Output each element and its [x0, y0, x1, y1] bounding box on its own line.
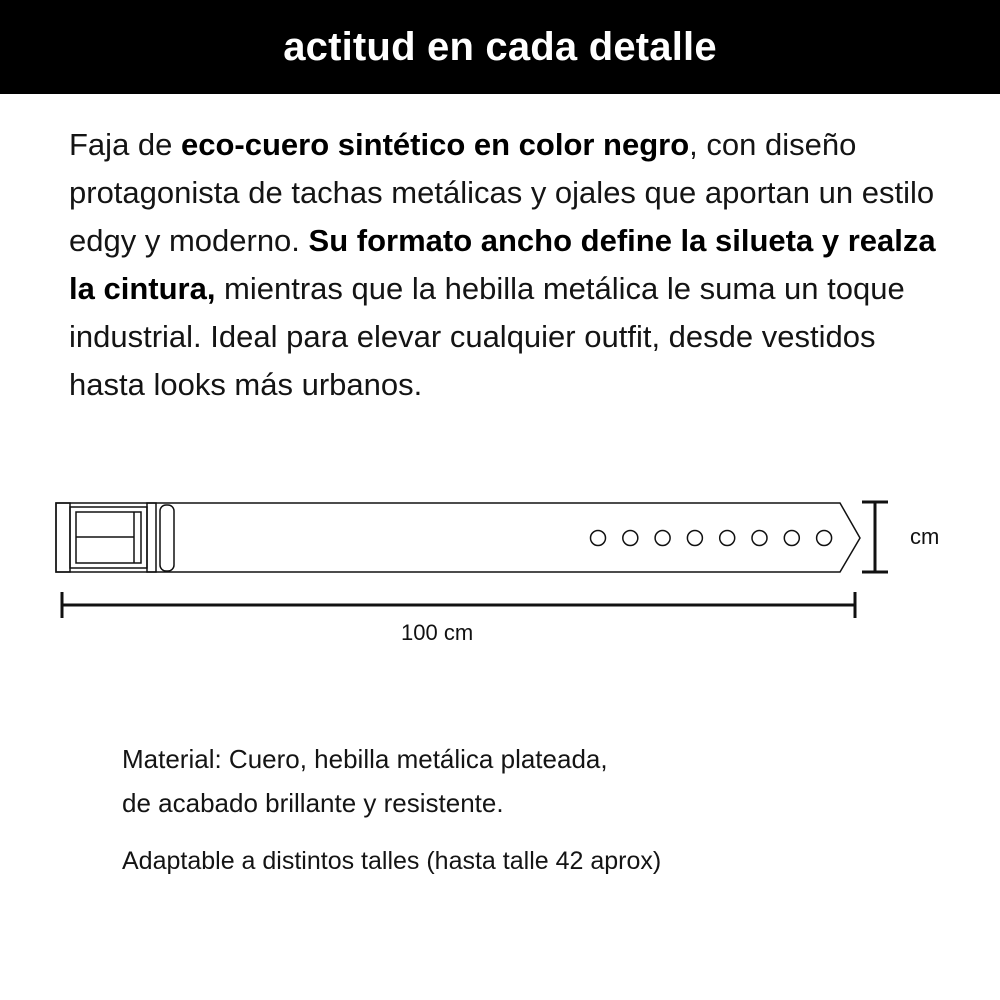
description-text-1: Faja de — [69, 127, 182, 162]
belt-diagram — [0, 480, 1000, 620]
belt-hole — [720, 531, 735, 546]
description-text-2: , con diseño protagonista de tachas metálicas y ojales que aportan un estilo edgy y moderno. — [69, 127, 935, 258]
width-marker — [862, 502, 888, 572]
belt-strap — [56, 503, 860, 572]
header-banner — [0, 0, 1000, 94]
belt-outline — [56, 503, 860, 572]
banner-title: actitud en cada detalle — [283, 24, 717, 69]
buckle-right-bar — [147, 503, 156, 572]
description-bold-1: eco-cuero sintético en color negro — [181, 127, 690, 162]
material-line-2: de acabado brillante y resistente. — [122, 788, 504, 818]
belt-hole — [687, 531, 702, 546]
buckle-left-bar — [56, 503, 70, 572]
sizes-info: Adaptable a distintos talles (hasta talle 42 aprox) — [122, 847, 662, 875]
belt-holes — [591, 531, 832, 546]
product-description — [69, 121, 939, 409]
belt-hole — [752, 531, 767, 546]
material-line-1: Material: Cuero, hebilla metálica plateada, — [122, 744, 608, 774]
belt-hole — [784, 531, 799, 546]
belt-hole — [591, 531, 606, 546]
belt-hole — [623, 531, 638, 546]
description-text-3: mientras que la hebilla metálica le suma un toque industrial. Ideal para elevar cualquier outfit, desde vestidos hasta looks más urbanos. — [69, 271, 905, 402]
belt-hole — [655, 531, 670, 546]
material-info — [122, 737, 882, 825]
belt-keeper-loop — [160, 505, 174, 571]
length-marker — [62, 592, 855, 618]
description-bold-2: Su formato ancho define la silueta y realza la cintura, — [69, 223, 936, 306]
width-label: cm — [910, 524, 940, 549]
belt-hole — [817, 531, 832, 546]
length-label: 100 cm — [401, 620, 474, 645]
